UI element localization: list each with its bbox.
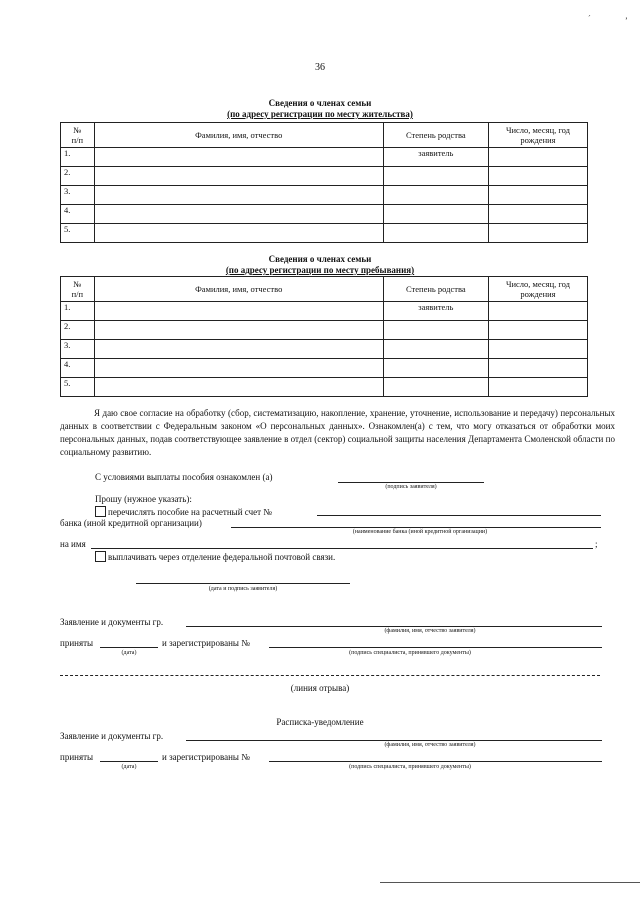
row-number: 5.: [61, 224, 95, 243]
header-name: Фамилия, имя, отчество: [94, 277, 383, 302]
row-number: 3.: [61, 186, 95, 205]
relation-cell[interactable]: [383, 167, 488, 186]
account-checkbox[interactable]: [95, 506, 106, 517]
receipt-specialist-caption: (подпись специалиста, принявшего документы): [349, 764, 471, 770]
date-caption: (дата): [121, 650, 137, 656]
row-number: 3.: [61, 340, 95, 359]
option-account: [95, 506, 272, 517]
receipt-registered-label: и зарегистрированы №: [162, 752, 250, 762]
header-birth: Число, месяц, год рождения: [488, 123, 587, 148]
row-number: 5.: [61, 378, 95, 397]
signature-caption: (подпись заявителя): [385, 484, 437, 490]
documents-label: Заявление и документы гр.: [60, 617, 164, 627]
documents-name-caption: (фамилия, имя, отчество заявителя): [384, 628, 476, 634]
section-title-stay: [0, 254, 640, 276]
post-checkbox[interactable]: [95, 551, 106, 562]
tear-line: [60, 675, 600, 676]
birth-cell[interactable]: [488, 340, 587, 359]
registered-label: и зарегистрированы №: [162, 638, 250, 648]
birth-cell[interactable]: [488, 205, 587, 224]
date-signature-caption: (дата и подпись заявителя): [208, 586, 278, 592]
request-label: Прошу (нужное указать):: [95, 494, 192, 504]
table-row: [61, 340, 588, 359]
section-title: Сведения о членах семьи: [268, 254, 372, 264]
section-title: Сведения о членах семьи: [268, 98, 372, 108]
table-header-row: [61, 277, 588, 302]
receipt-name-line[interactable]: [186, 740, 602, 741]
applicant-signature-line[interactable]: [338, 482, 484, 483]
relation-cell[interactable]: [383, 186, 488, 205]
table-header-row: [61, 123, 588, 148]
name-cell[interactable]: [94, 224, 383, 243]
date-line[interactable]: [100, 647, 158, 648]
name-cell[interactable]: [94, 359, 383, 378]
header-num: № п/п: [61, 123, 95, 148]
table-row: [61, 321, 588, 340]
receipt-title: Расписка-уведомление: [276, 717, 364, 727]
receipt-registration-line[interactable]: [269, 761, 602, 762]
registration-line[interactable]: [269, 647, 602, 648]
end-mark: ;: [595, 539, 598, 549]
section-title-residence: [0, 98, 640, 120]
name-cell[interactable]: [94, 321, 383, 340]
consent-paragraph: Я даю свое согласие на обработку (сбор, систематизацию, накопление, хранение, уточнение, использование и передачу) персональных данных в соответствии с Федеральным законом «О персональных данных». Ознакомлен(а) с тем, что могу отказаться от обработки моих персональных данных, подав соответствующее заявление в отдел (сектор) социальной защиты населения Департамента Смоленской области по социальному развитию.: [60, 408, 615, 457]
birth-cell[interactable]: [488, 378, 587, 397]
row-number: 1.: [61, 302, 95, 321]
name-cell[interactable]: [94, 148, 383, 167]
header-num: № п/п: [61, 277, 95, 302]
table-row: [61, 167, 588, 186]
family-table-residence: [60, 122, 588, 243]
name-label: на имя: [60, 539, 86, 549]
tear-line-label: (линия отрыва): [290, 683, 350, 693]
relation-cell[interactable]: [383, 224, 488, 243]
header-name: Фамилия, имя, отчество: [94, 123, 383, 148]
bank-name-line[interactable]: [231, 527, 601, 528]
accepted-label: приняты: [60, 638, 94, 648]
option-post-label: выплачивать через отделение федеральной почтовой связи.: [108, 552, 336, 562]
option-account-label: перечислять пособие на расчетный счет №: [108, 507, 272, 517]
relation-cell: заявитель: [383, 148, 488, 167]
corner-mark: ’: [625, 16, 628, 25]
documents-name-line[interactable]: [186, 626, 602, 627]
section-subtitle: (по адресу регистрации по месту пребывания): [225, 265, 415, 275]
birth-cell[interactable]: [488, 186, 587, 205]
corner-mark: ´: [588, 14, 591, 23]
receipt-date-line[interactable]: [100, 761, 158, 762]
row-number: 4.: [61, 205, 95, 224]
specialist-caption: (подпись специалиста, принявшего документы): [349, 650, 471, 656]
birth-cell[interactable]: [488, 359, 587, 378]
receipt-documents-label: Заявление и документы гр.: [60, 731, 164, 741]
name-cell[interactable]: [94, 302, 383, 321]
birth-cell[interactable]: [488, 148, 587, 167]
table-row: [61, 148, 588, 167]
header-relation: Степень родства: [383, 123, 488, 148]
account-number-line[interactable]: [317, 515, 601, 516]
row-number: 4.: [61, 359, 95, 378]
name-cell[interactable]: [94, 186, 383, 205]
receipt-name-caption: (фамилия, имя, отчество заявителя): [384, 742, 476, 748]
relation-cell: заявитель: [383, 302, 488, 321]
row-number: 2.: [61, 167, 95, 186]
date-signature-line[interactable]: [136, 583, 350, 584]
table-row: [61, 205, 588, 224]
birth-cell[interactable]: [488, 302, 587, 321]
name-cell[interactable]: [94, 205, 383, 224]
row-number: 2.: [61, 321, 95, 340]
table-row: [61, 302, 588, 321]
receipt-accepted-label: приняты: [60, 752, 94, 762]
header-birth: Число, месяц, год рождения: [488, 277, 587, 302]
relation-cell[interactable]: [383, 321, 488, 340]
receipt-date-caption: (дата): [121, 764, 137, 770]
table-row: [61, 378, 588, 397]
name-cell[interactable]: [94, 378, 383, 397]
table-row: [61, 359, 588, 378]
family-table-stay: [60, 276, 588, 397]
header-relation: Степень родства: [383, 277, 488, 302]
account-holder-line[interactable]: [91, 548, 593, 549]
table-row: [61, 186, 588, 205]
page-number: 36: [315, 62, 325, 73]
name-cell[interactable]: [94, 340, 383, 359]
bank-label: банка (иной кредитной организации): [60, 518, 202, 528]
row-number: 1.: [61, 148, 95, 167]
section-subtitle: (по адресу регистрации по месту жительства): [227, 109, 413, 119]
name-cell[interactable]: [94, 167, 383, 186]
relation-cell[interactable]: [383, 359, 488, 378]
birth-cell[interactable]: [488, 167, 587, 186]
birth-cell[interactable]: [488, 224, 587, 243]
birth-cell[interactable]: [488, 321, 587, 340]
bank-caption: (наименование банка (иной кредитной организации): [352, 529, 488, 535]
table-row: [61, 224, 588, 243]
relation-cell[interactable]: [383, 340, 488, 359]
option-post: [95, 551, 335, 562]
conditions-label: С условиями выплаты пособия ознакомлен (а): [95, 472, 273, 482]
page-edge-line: [380, 882, 640, 883]
relation-cell[interactable]: [383, 205, 488, 224]
relation-cell[interactable]: [383, 378, 488, 397]
